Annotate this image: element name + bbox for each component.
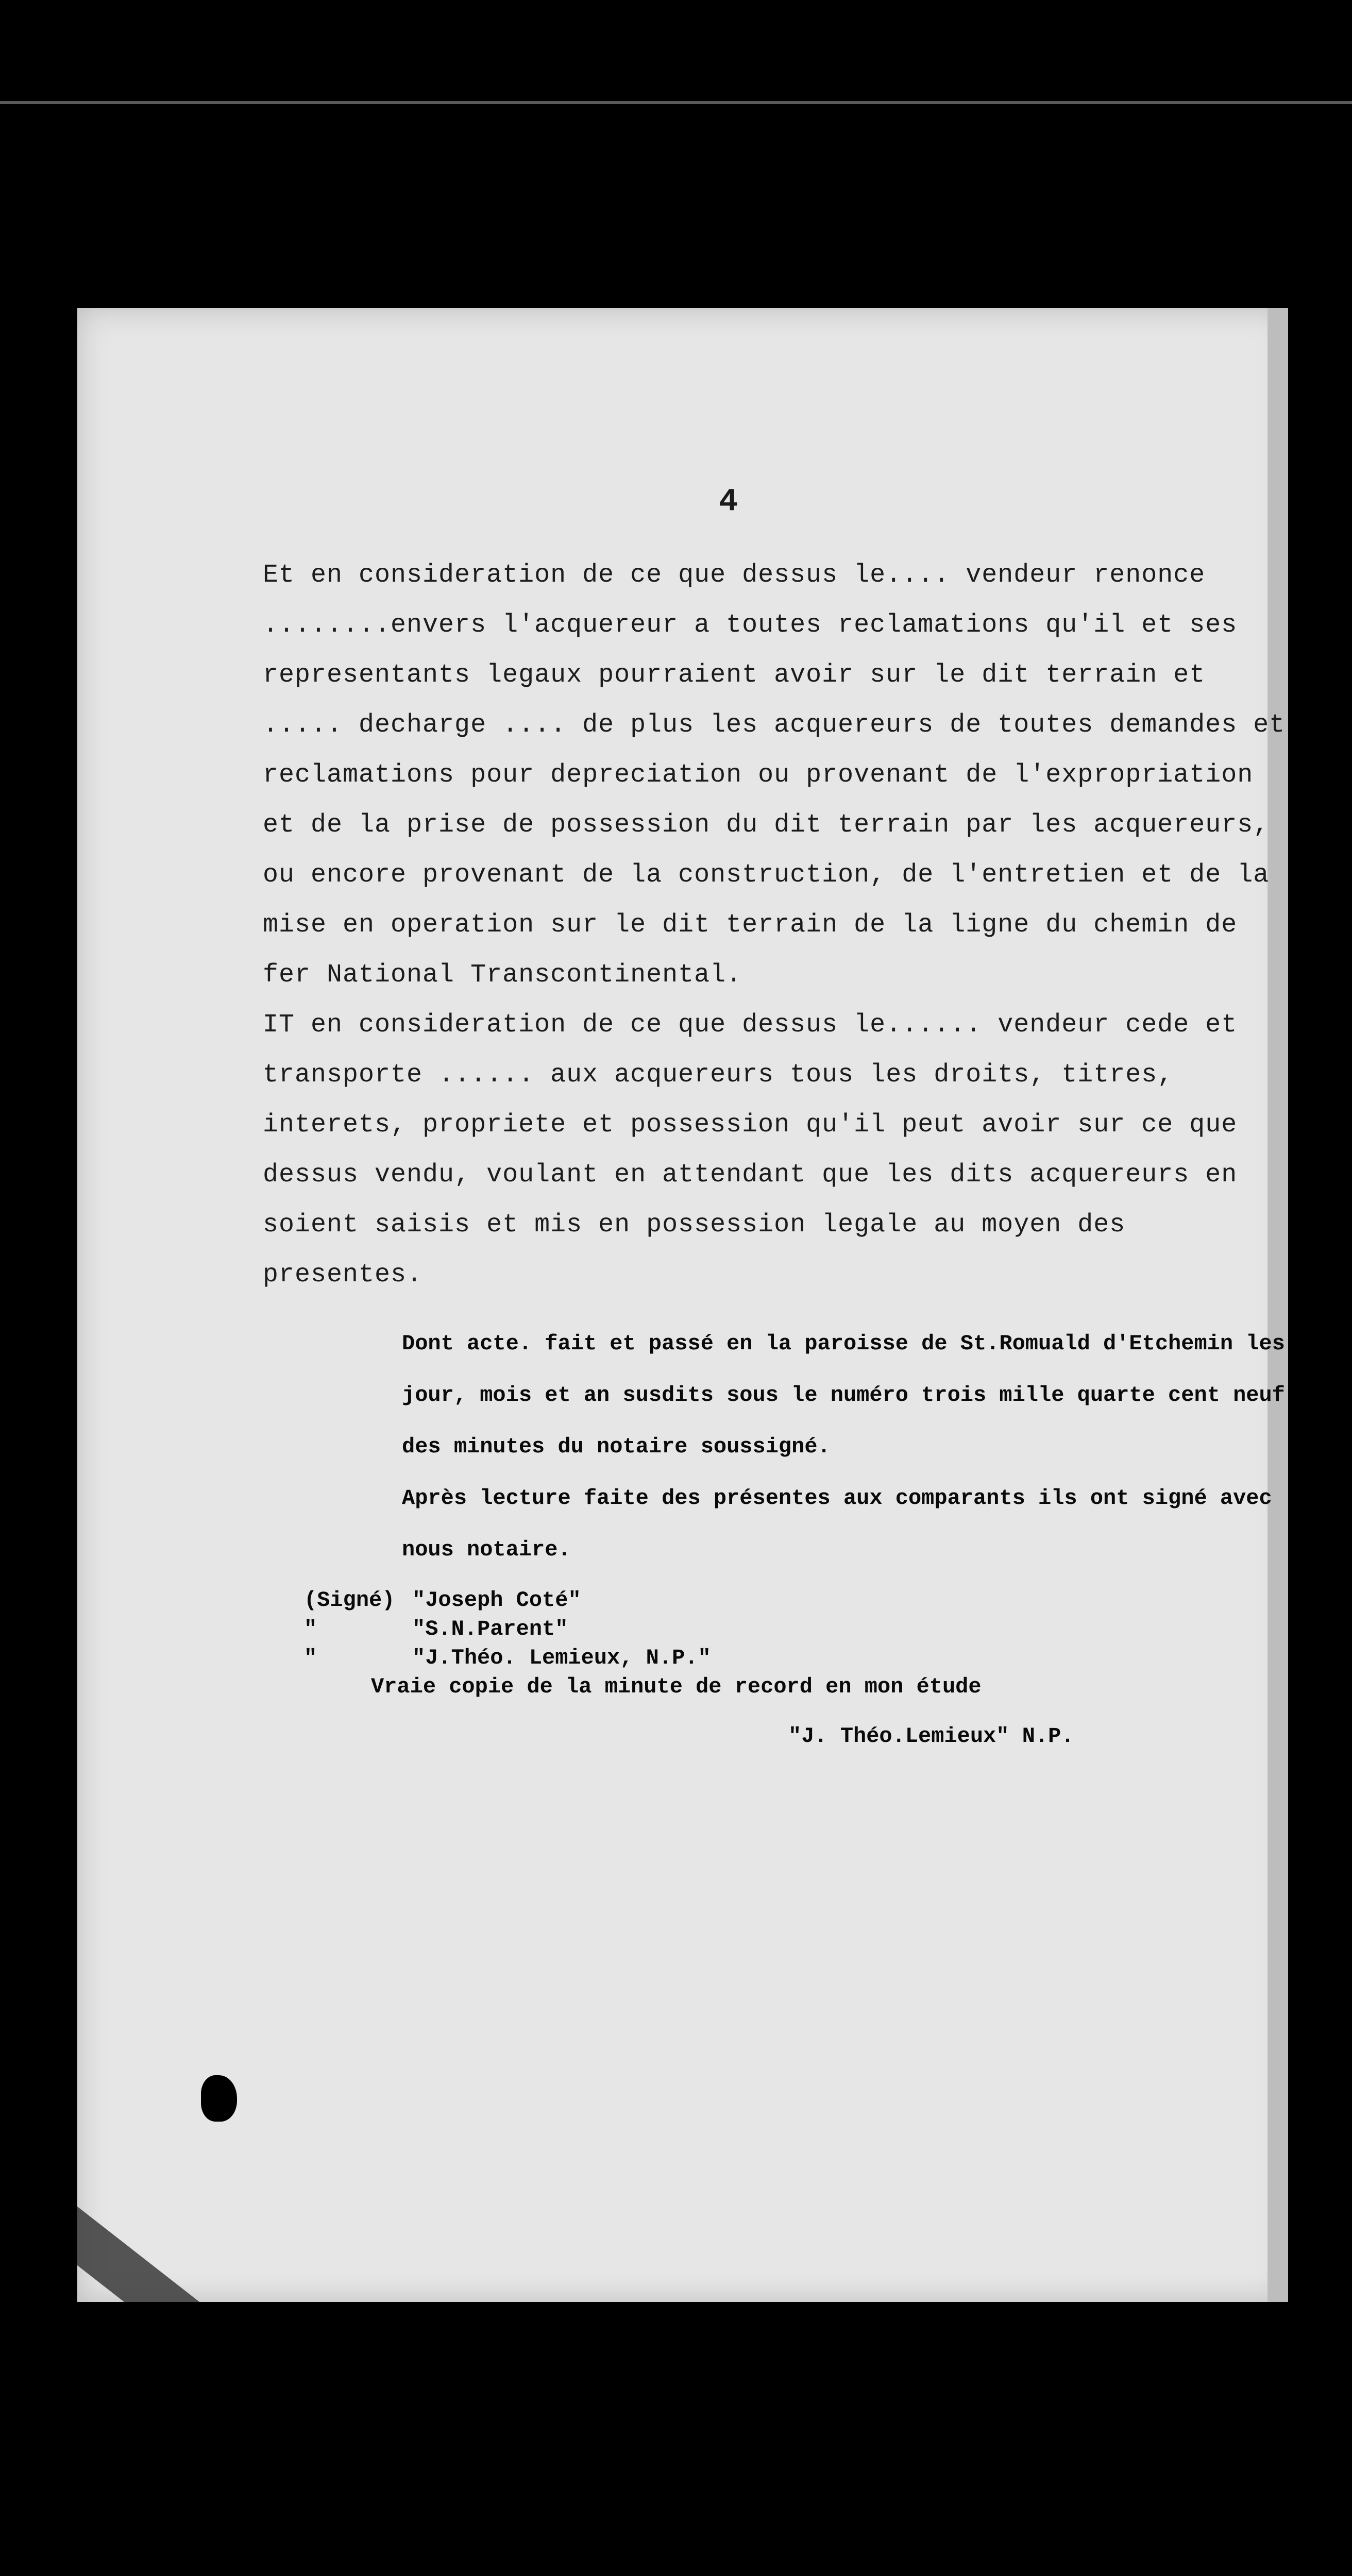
signature-row (304, 1586, 1231, 1615)
signature-parent: "S.N.Parent" (412, 1617, 568, 1641)
true-copy-line: Vraie copie de la minute de record en mon étude (371, 1674, 982, 1699)
notary-signature: "J. Théo.Lemieux" (788, 1724, 1009, 1749)
notary-signature-line (304, 1722, 1231, 1751)
paragraph-2: IT en consideration de ce que dessus le...... vendeur cede et transporte ...... aux acquereurs tous les droits, titres, interets, propriete et possession qu'il peut avoir sur ce que dessus vendu, voulant en attendant que les dits acquereurs en soient saisis et mis en possession legale au moyen des presentes. (263, 1010, 1238, 1290)
ink-blot (201, 2075, 237, 2122)
page-number: 4 (719, 483, 738, 520)
signed-label: (Signé) (304, 1588, 395, 1613)
body-text (263, 550, 1288, 1300)
signature-joseph-cote: "Joseph Coté" (412, 1588, 581, 1613)
signature-row (304, 1615, 1231, 1643)
scan-fold-shadow (77, 2194, 272, 2302)
ditto-mark: " (304, 1646, 317, 1670)
signature-row (304, 1643, 1231, 1672)
paragraph-1: Et en consideration de ce que dessus le.... vendeur renonce ........envers l'acquereur a toutes reclamations qu'il et ses representants legaux pourraient avoir sur le dit terrain et ..... decharge .... de plus les acquereurs de toutes demandes et reclamations pour depreciation ou provenant de l'expropriation et de la prise de possession du dit terrain par les acquereurs, ou encore provenant de la construction, de l'entretien et de la mise en operation sur le dit terrain de la ligne du chemin de fer National Transcontinental. (263, 561, 1286, 990)
closing-paragraph-1: Dont acte. fait et passé en la paroisse de St.Romuald d'Etchemin les jour, mois et an susdits sous le numéro trois mille quarte cent neuf des minutes du notaire soussigné. (402, 1331, 1285, 1459)
document-page (77, 308, 1288, 2302)
scan-top-rule (0, 101, 1352, 104)
signature-block (304, 1586, 1231, 1751)
ditto-mark: " (304, 1617, 317, 1641)
notary-suffix: N.P. (1022, 1724, 1074, 1749)
closing-paragraph-2: Après lecture faite des présentes aux comparants ils ont signé avec nous notaire. (402, 1486, 1272, 1562)
closing-block (263, 1318, 1288, 1575)
signature-lemieux: "J.Théo. Lemieux, N.P." (412, 1646, 711, 1670)
